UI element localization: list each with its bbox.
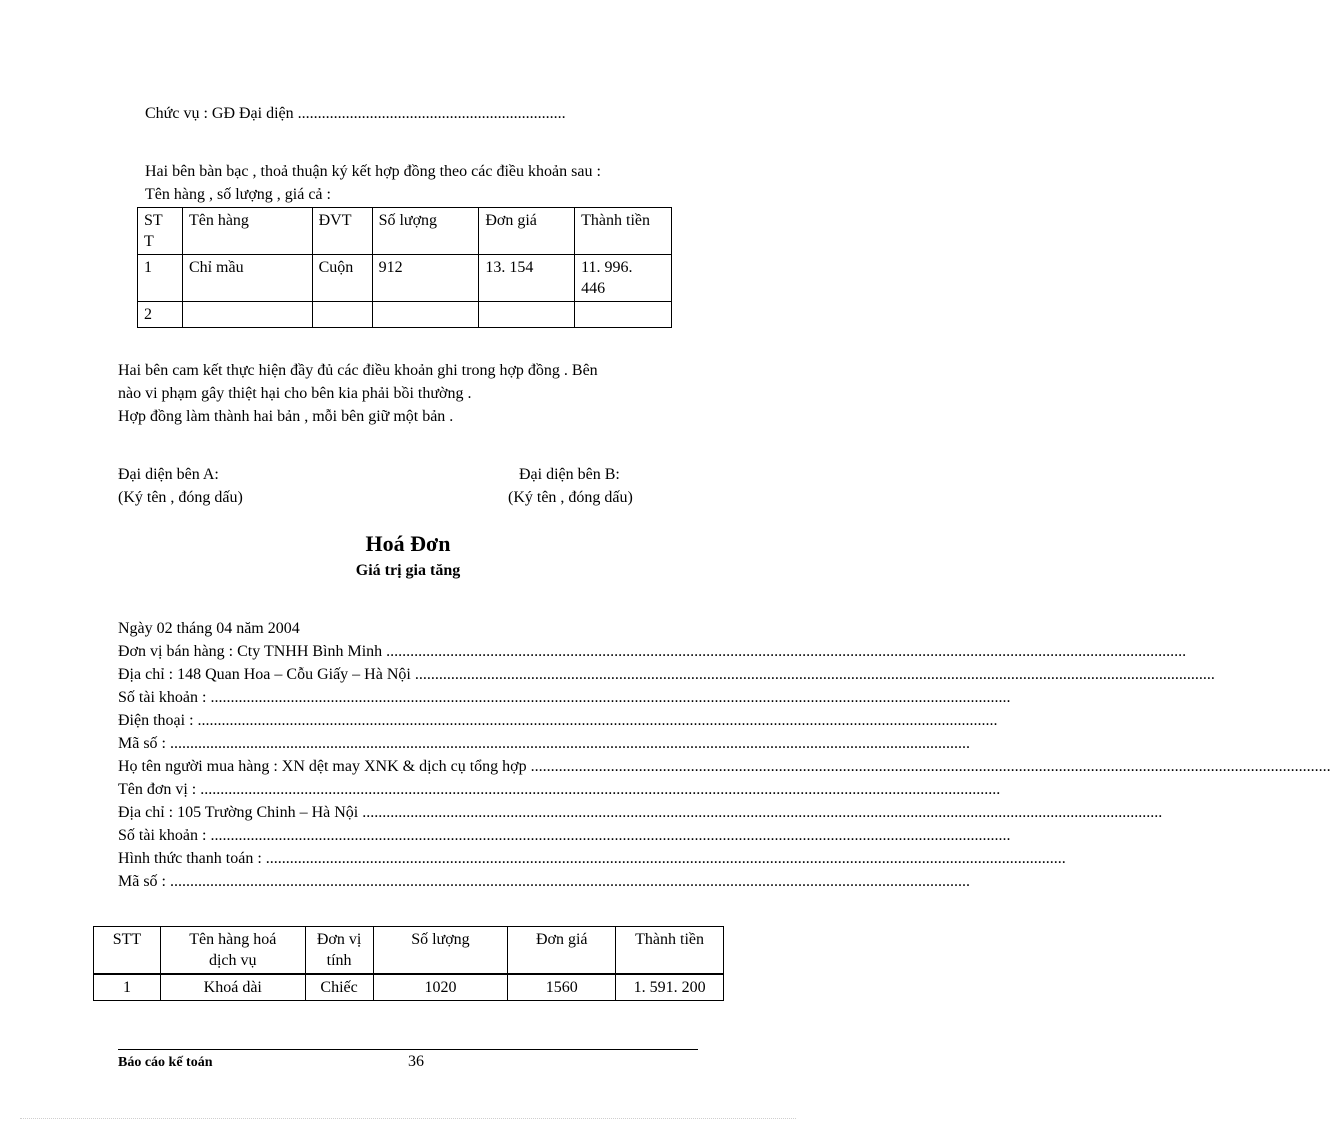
table-header-row: [138, 208, 672, 255]
page-edge: [20, 1118, 796, 1119]
signature-a-title: Đại diện bên A:: [118, 466, 219, 483]
header-stt: STT: [94, 927, 161, 975]
cell-price: [479, 302, 575, 328]
invoice-subtitle: Giá trị gia tăng: [355, 562, 461, 579]
buyer-address-line: Địa chỉ : 105 Trường Chinh – Hà Nội ........................................................................................................................................................................................................: [118, 804, 1163, 821]
buyer-tax-code-line: Mã số : ........................................................................................................................................................................................................: [118, 873, 970, 890]
header-stt: ST T: [138, 208, 183, 255]
header-price: Đơn giá: [508, 927, 616, 975]
cell-stt: 1: [138, 255, 183, 302]
cell-unit: Chiếc: [305, 974, 373, 1001]
invoice-title: Hoá Đơn: [365, 531, 451, 556]
header-quantity: Số lượng: [372, 208, 479, 255]
seller-line: Đơn vị bán hàng : Cty TNHH Bình Minh ........................................................................................................................................................................................................: [118, 643, 1187, 660]
cell-stt: 1: [94, 974, 161, 1001]
cell-price: 1560: [508, 974, 616, 1001]
footer-title: Báo cáo kế toán: [118, 1055, 213, 1070]
cell-total: 11. 996. 446: [575, 255, 672, 302]
footer-divider: [118, 1049, 698, 1050]
position-line: Chức vụ : GĐ Đại diện ...................................................................: [145, 105, 566, 122]
seller-account-line: Số tài khoản : ........................................................................................................................................................................................................: [118, 689, 1011, 706]
cell-quantity: [372, 302, 479, 328]
invoice-goods-table: [93, 926, 724, 1001]
header-total: Thành tiền: [616, 927, 724, 975]
header-unit: Đơn vị tính: [305, 927, 373, 975]
cell-price: 13. 154: [479, 255, 575, 302]
header-total: Thành tiền: [575, 208, 672, 255]
contract-goods-table: [137, 207, 672, 328]
header-price: Đơn giá: [479, 208, 575, 255]
buyer-name-line: Họ tên người mua hàng : XN dệt may XNK & dịch cụ tổng hợp ........................................................................................................................................................................................................: [118, 758, 1331, 775]
page-number: 36: [408, 1053, 424, 1070]
header-name: Tên hàng: [182, 208, 312, 255]
seller-address-line: Địa chỉ : 148 Quan Hoa – Cỗu Giấy – Hà Nội ........................................................................................................................................................................................................: [118, 666, 1215, 683]
table-row: [94, 974, 724, 1001]
cell-unit: Cuộn: [312, 255, 372, 302]
table-row: [138, 255, 672, 302]
goods-line: Tên hàng , số lượng , giá cả :: [145, 186, 331, 203]
signature-b-title: Đại diện bên B:: [519, 466, 620, 483]
cell-name: Khoá dài: [160, 974, 305, 1001]
commitment-line-3: Hợp đồng làm thành hai bản , mỗi bên giữ một bản .: [118, 408, 454, 425]
cell-quantity: 912: [372, 255, 479, 302]
cell-unit: [312, 302, 372, 328]
buyer-unit-line: Tên đơn vị : ........................................................................................................................................................................................................: [118, 781, 1001, 798]
header-unit: ĐVT: [312, 208, 372, 255]
signature-b-note: (Ký tên , đóng dấu): [508, 489, 633, 506]
cell-total: [575, 302, 672, 328]
commitment-line-1: Hai bên cam kết thực hiện đầy đủ các điều khoản ghi trong hợp đồng . Bên: [118, 362, 598, 379]
cell-quantity: 1020: [373, 974, 508, 1001]
table-header-row: [94, 927, 724, 975]
agreement-intro: Hai bên bàn bạc , thoả thuận ký kết hợp đồng theo các điều khoản sau :: [145, 163, 601, 180]
cell-total: 1. 591. 200: [616, 974, 724, 1001]
buyer-account-line: Số tài khoản : ........................................................................................................................................................................................................: [118, 827, 1011, 844]
invoice-date: Ngày 02 tháng 04 năm 2004: [118, 620, 300, 637]
seller-phone-line: Điện thoại : ........................................................................................................................................................................................................: [118, 712, 998, 729]
payment-method-line: Hình thức thanh toán : ........................................................................................................................................................................................................: [118, 850, 1066, 867]
cell-stt: 2: [138, 302, 183, 328]
cell-name: Chỉ mầu: [182, 255, 312, 302]
table-row: [138, 302, 672, 328]
signature-a-note: (Ký tên , đóng dấu): [118, 489, 243, 506]
header-quantity: Số lượng: [373, 927, 508, 975]
seller-tax-code-line: Mã số : ........................................................................................................................................................................................................: [118, 735, 970, 752]
cell-name: [182, 302, 312, 328]
commitment-line-2: nào vi phạm gây thiệt hại cho bên kia phải bồi thường .: [118, 385, 472, 402]
header-name: Tên hàng hoá dịch vụ: [160, 927, 305, 975]
